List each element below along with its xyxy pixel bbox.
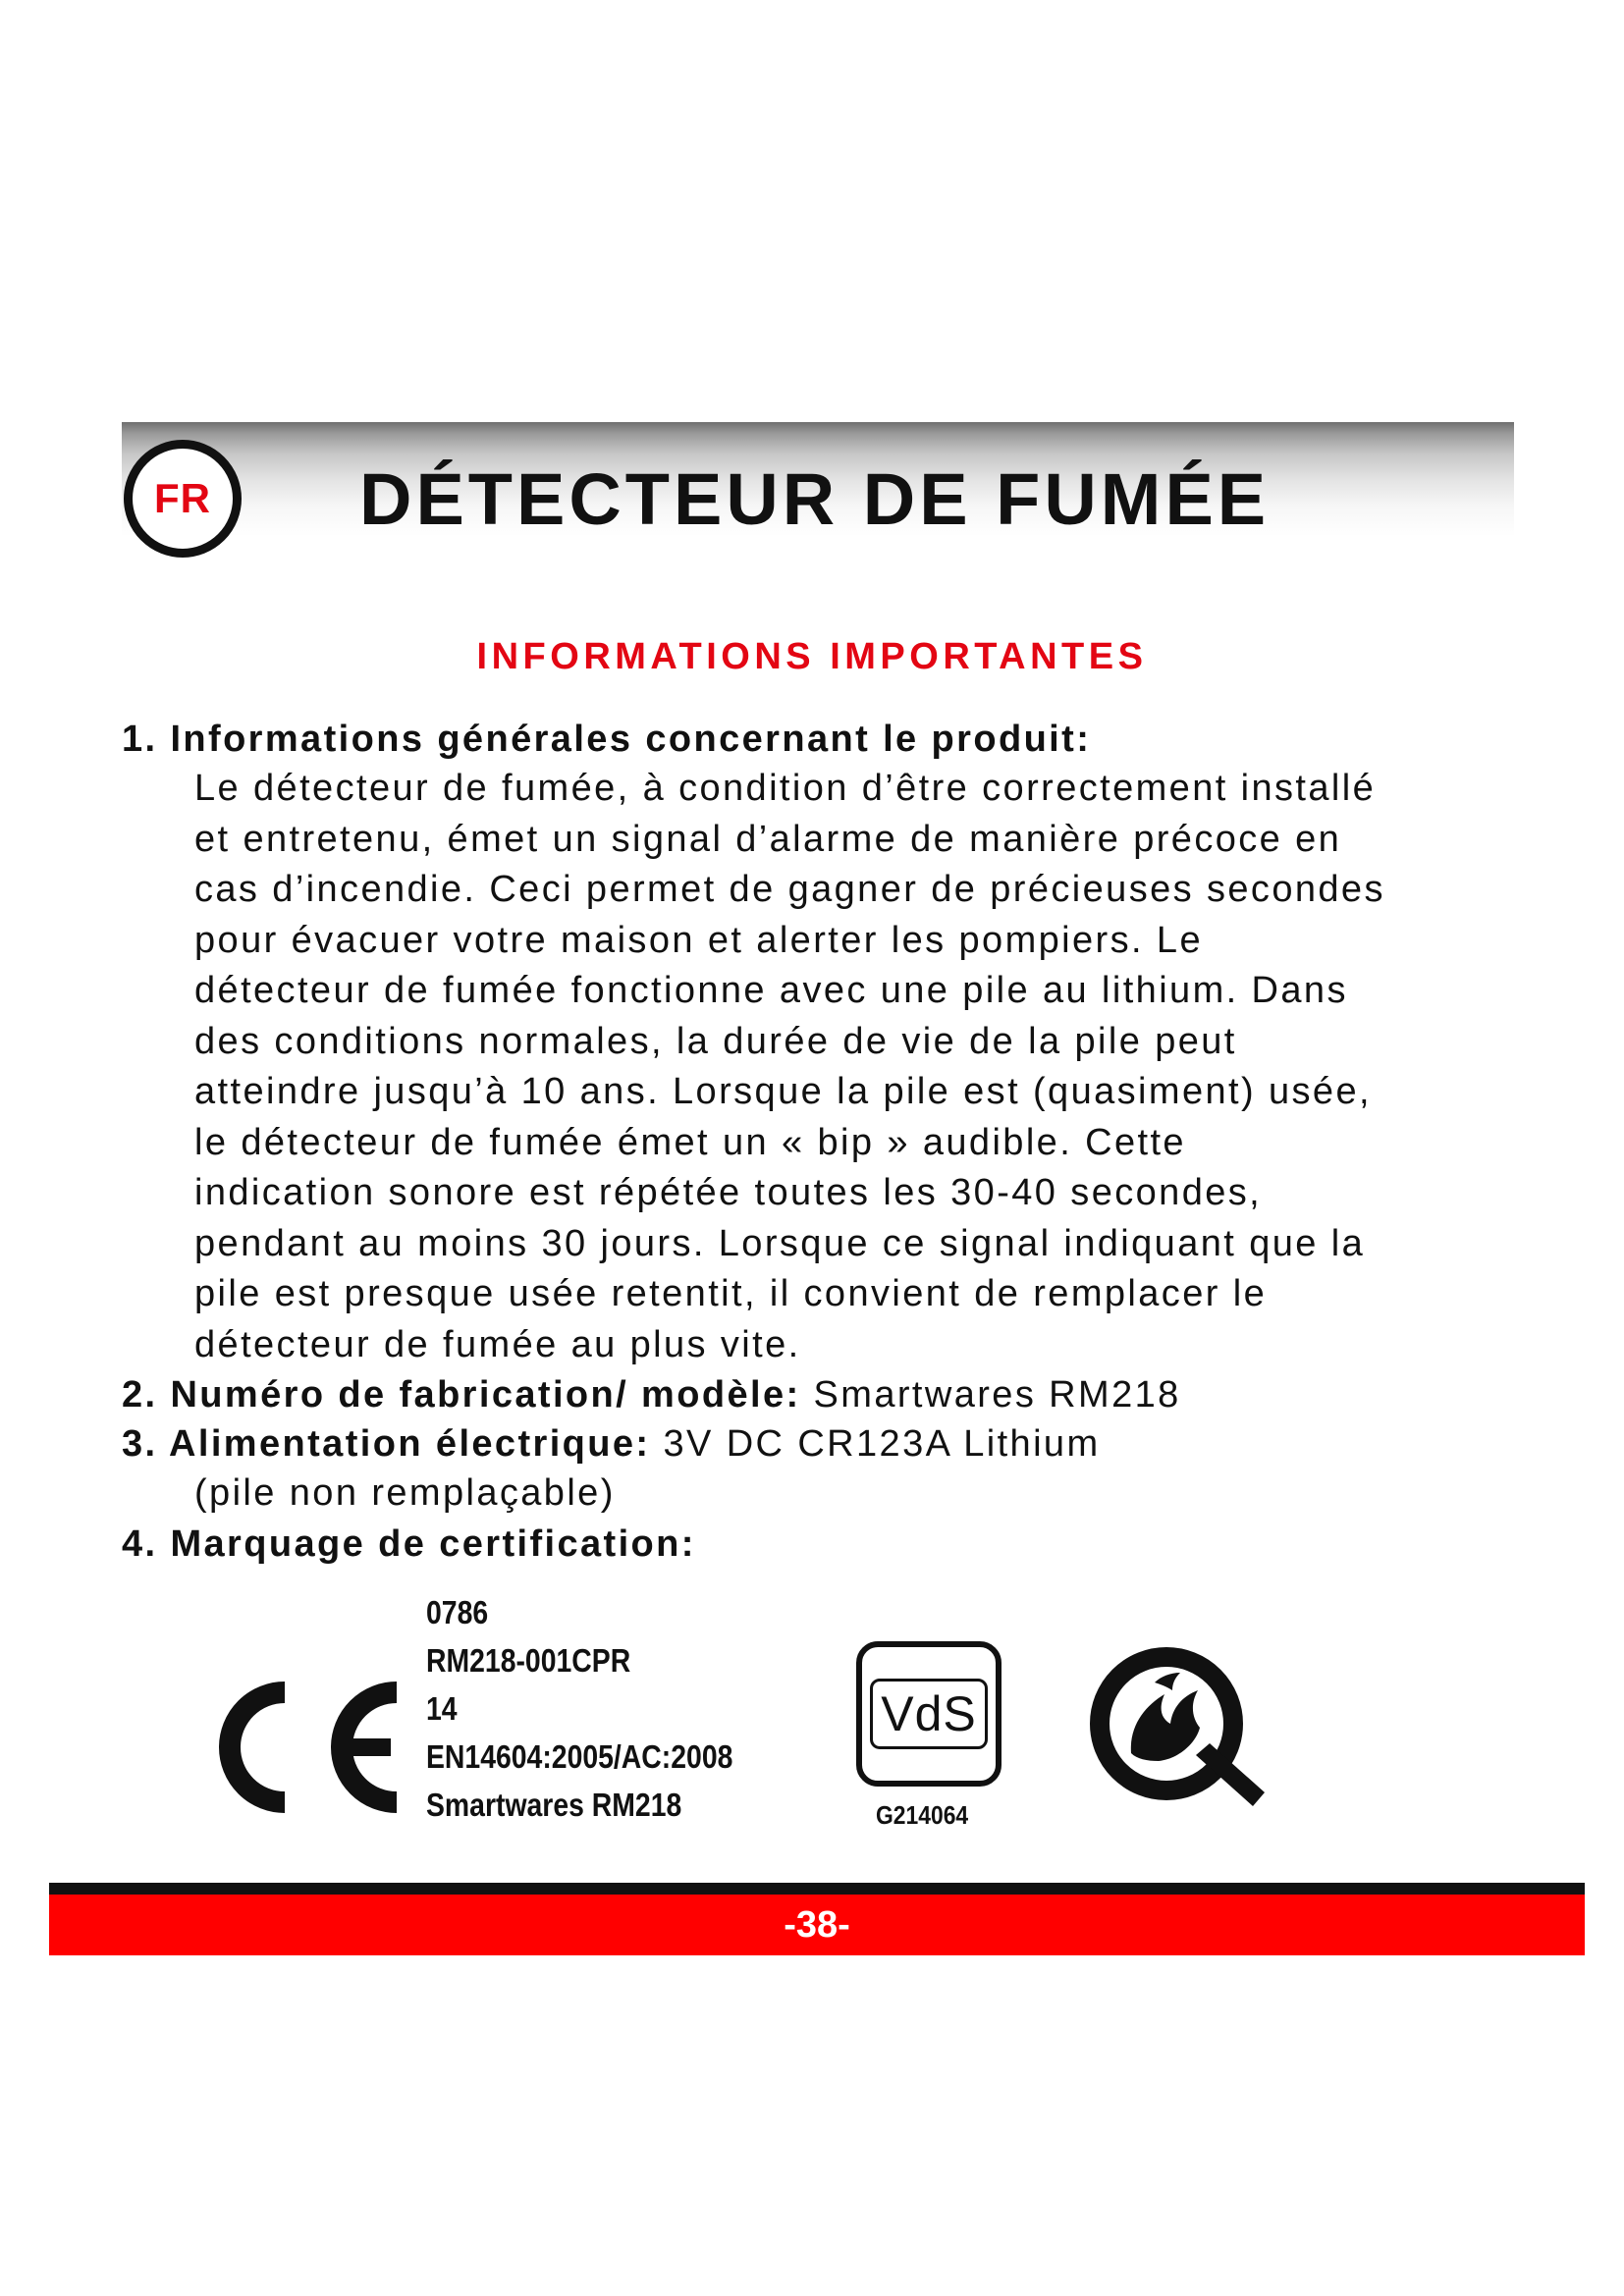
- item-power-value: 3V DC CR123A Lithium: [663, 1423, 1101, 1465]
- section-heading: INFORMATIONS IMPORTANTES: [476, 636, 1148, 677]
- item-power-heading: 3. Alimentation électrique:: [122, 1423, 651, 1465]
- cert-line: 0786: [426, 1594, 489, 1630]
- cert-line: 14: [426, 1690, 458, 1727]
- item-model-value: Smartwares RM218: [813, 1374, 1181, 1415]
- text-line: indication sonore est répétée toutes les 30-40 secondes,: [194, 1172, 1263, 1213]
- text-line: Le détecteur de fumée, à condition d’être correctement installé: [194, 768, 1377, 809]
- text-line: et entretenu, émet un signal d’alarme de manière précoce en: [194, 818, 1342, 860]
- vds-mark-icon: [856, 1641, 1001, 1787]
- ce-certification-text: [426, 1588, 732, 1829]
- text-line: pour évacuer votre maison et alerter les pompiers. Le: [194, 919, 1203, 961]
- language-code: FR: [154, 475, 211, 521]
- item-model: [122, 1370, 1516, 1419]
- page-number: -38-: [784, 1903, 850, 1946]
- ce-mark-icon: [194, 1669, 416, 1826]
- cert-line: RM218-001CPR: [426, 1642, 631, 1679]
- text-line: cas d’incendie. Ceci permet de gagner de précieuses secondes: [194, 869, 1385, 910]
- text-line: pendant au moins 30 jours. Lorsque ce signal indiquant que la: [194, 1222, 1366, 1264]
- item-general-text: [194, 764, 1516, 1370]
- item-power-note: (pile non remplaçable): [194, 1472, 616, 1514]
- text-line: détecteur de fumée au plus vite.: [194, 1323, 801, 1365]
- item-power: [122, 1419, 1516, 1468]
- text-line: le détecteur de fumée émet un « bip » audible. Cette: [194, 1121, 1186, 1163]
- page-title: DÉTECTEUR DE FUMÉE: [359, 458, 1271, 540]
- cert-line: EN14604:2005/AC:2008: [426, 1738, 733, 1775]
- vds-label: VdS: [870, 1679, 988, 1749]
- text-line: pile est presque usée retentit, il convient de remplacer le: [194, 1273, 1268, 1314]
- info-list: [122, 715, 1516, 1569]
- text-line: atteindre jusqu’à 10 ans. Lorsque la pile est (quasiment) usée,: [194, 1071, 1372, 1112]
- item-general-heading: 1. Informations générales concernant le produit:: [122, 719, 1092, 760]
- item-certification-heading: 4. Marquage de certification:: [122, 1522, 696, 1565]
- text-line: des conditions normales, la durée de vie de la pile peut: [194, 1020, 1237, 1062]
- vds-certificate-code: G214064: [876, 1800, 969, 1830]
- cert-line: Smartwares RM218: [426, 1787, 682, 1823]
- q-mark-icon: [1080, 1637, 1276, 1814]
- item-model-heading: 2. Numéro de fabrication/ modèle:: [122, 1374, 801, 1415]
- text-line: détecteur de fumée fonctionne avec une pile au lithium. Dans: [194, 970, 1348, 1011]
- language-badge: [124, 440, 242, 558]
- footer-rule: [49, 1883, 1585, 1895]
- footer-bar: [49, 1895, 1585, 1955]
